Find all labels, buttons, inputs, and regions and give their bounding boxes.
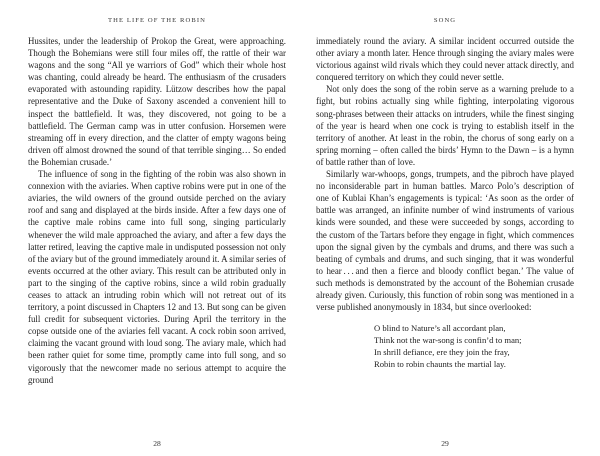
verse-line: O blind to Nature’s all accordant plan,: [374, 323, 506, 334]
page-number-left: 28: [153, 439, 161, 448]
paragraph: The influence of song in the fighting of the robin was also shown in connexion with the aviaries. When captive robins were put in one of the aviaries, the wild owners of the ground outside perched on the aviary roof and sang and displayed at the birds inside. After a few days one of the captive male robins came into full song, singing particularly whenever the wild male approached the aviary, and after a few days the latter retired, leaving the captive male in undisputed possession not only of the aviary but of the ground immediately around it. A similar series of events occurred at the other aviary. This result can be attributed only in part to the singing of the captive robins, since a wild robin gradually ceases to attack an intruding robin which will not retreat out of its territory, a point discussed in Chapters 12 and 13. But song can be given full credit for subsequent victories. During April the territory in the copse outside one of the aviaries fell vacant. A cock robin soon arrived, claiming the vacant ground with loud song. The aviary male, which had been rather quiet for some time, promptly came into full song, and so vigorously that the newcomer made no serious attempt to acquire the ground: [28, 169, 286, 385]
right-page: [316, 0, 574, 456]
verse-line: Think not the war-song is confin’d to man;: [374, 335, 522, 346]
paragraph: Hussites, under the leadership of Prokop the Great, were approaching. Though the Bohemians were still four miles off, the rattle of their war wagons and the song “All ye warriors of God” which their whole host was chanting, could already be heard. The enthusiasm of the crusaders evaporated with astounding rapidity. Lützow describes how the papal representative and the Duke of Saxony ascended a convenient hill to inspect the battlefield. It was, they discovered, not going to be a battlefield. The German camp was in utter confusion. Horsemen were streaming off in every direction, and the clatter of empty wagons being driven off almost drowned the sound of that terrible singing… So ended the Bohemian crusade.’: [28, 36, 286, 167]
running-head-left: THE LIFE OF THE ROBIN: [107, 17, 207, 24]
paragraph: immediately round the aviary. A similar incident occurred outside the other aviary a month later. Hence through singing the aviary males were victorious against wild rivals which they could never attack directly, and conquered territory on which they could never settle.: [316, 36, 574, 83]
verse-quote: [374, 322, 574, 370]
left-page: [28, 0, 286, 456]
right-page-body: [316, 35, 574, 371]
left-page-body: [28, 35, 286, 386]
page-number-right: 29: [441, 439, 449, 448]
paragraph: Not only does the song of the robin serve as a warning prelude to a fight, but robins actually sing while fighting, interpolating vigorous song-phrases between their attacks on intruders, while the finest singing of the year is heard when one cock is trying to establish itself in the territory of another. At least in the robin, the chorus of song early on a spring morning – often called the birds’ Hymn to the Dawn – is a hymn of battle rather than of love.: [316, 84, 574, 167]
paragraph: Similarly war-whoops, gongs, trumpets, and the pibroch have played no inconsiderable part in human battles. Marco Polo’s description of one of Kublai Khan’s engagements is typical: ‘As soon as the order of battle was arranged, an infinite number of wind instruments of various kinds were sounded, and these were succeeded by songs, according to the custom of the Tartars before they engage in fight, which commences upon the signal given by the cymbals and drums, and there was such a beating of cymbals and drums, and such singing, that it was wonderful to hear . . . and then a fierce and bloody conflict began.’ The value of such methods is demonstrated by the account of the Bohemian crusade already given. Curiously, this function of robin song was mentioned in a verse published anonymously in 1834, but since overlooked:: [316, 169, 574, 313]
running-head-right: SONG: [433, 17, 457, 24]
verse-line: In shrill defiance, ere they join the fray,: [374, 347, 510, 358]
verse-line: Robin to robin chaunts the martial lay.: [374, 359, 506, 370]
